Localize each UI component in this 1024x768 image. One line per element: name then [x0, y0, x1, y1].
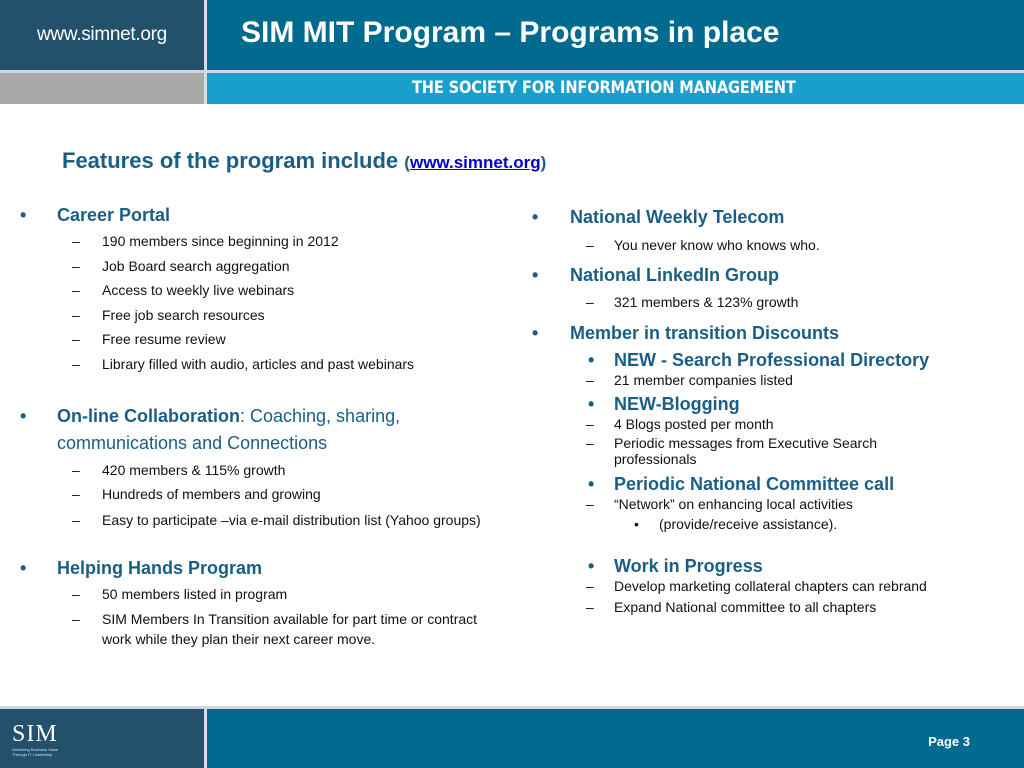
- online-collaboration-bullet: [0, 403, 500, 457]
- logo-mark: SIM: [12, 721, 58, 747]
- bullet-dot: •: [634, 516, 639, 532]
- list-item-text: Expand National committee to all chapters: [614, 599, 877, 615]
- bullet-dot: •: [588, 350, 595, 370]
- dash-marker: –: [72, 461, 80, 478]
- list-item-text: Periodic messages from Executive Search professionals: [614, 435, 877, 467]
- list-item-text: Library filled with audio, articles and past webinars: [102, 355, 415, 372]
- bullet-dot: •: [20, 557, 27, 578]
- simnet-link[interactable]: www.simnet.org: [409, 153, 541, 172]
- list-item: [520, 598, 1020, 616]
- list-item: [0, 281, 500, 299]
- sub-list-item: [520, 515, 1020, 533]
- list-item-text: 321 members & 123% growth: [614, 294, 799, 310]
- header-title-panel: [207, 0, 1024, 70]
- directory-title: NEW - Search Professional Directory: [614, 350, 930, 370]
- list-item-text: Develop marketing collateral chapters can rebrand: [614, 578, 927, 594]
- dash-marker: –: [72, 306, 80, 323]
- dash-marker: –: [72, 233, 80, 249]
- list-item-text: (provide/receive assistance).: [659, 516, 838, 532]
- directory-bullet: [520, 349, 1020, 371]
- dash-marker: –: [72, 486, 80, 502]
- footer-logo-panel: [0, 709, 204, 768]
- committee-call-bullet: [520, 473, 1020, 495]
- header-left-panel: [0, 0, 204, 70]
- list-item: [0, 232, 500, 250]
- bullet-dot: •: [532, 207, 539, 227]
- features-heading: [62, 148, 546, 174]
- list-item-text: Job Board search aggregation: [102, 257, 290, 274]
- list-item: [520, 293, 1020, 311]
- dash-marker: –: [586, 496, 594, 512]
- list-item-text: Hundreds of members and growing: [102, 486, 321, 502]
- dash-marker: –: [586, 237, 594, 253]
- organization-name: THE SOCIETY FOR INFORMATION MANAGEMENT: [412, 78, 796, 98]
- list-item: [0, 461, 500, 479]
- transition-discounts-bullet: [520, 322, 1020, 344]
- list-item-text: Free resume review: [102, 331, 226, 347]
- list-item: [0, 306, 500, 324]
- career-portal-title: Career Portal: [57, 205, 171, 225]
- list-item: [0, 330, 500, 348]
- work-in-progress-bullet: [520, 555, 1020, 577]
- linkedin-group-title: National LinkedIn Group: [570, 265, 780, 285]
- site-url: www.simnet.org: [37, 24, 167, 45]
- list-item-text: SIM Members In Transition available for part time or contract work while they plan their next career move.: [102, 611, 478, 647]
- list-item-text: “Network” on enhancing local activities: [614, 496, 853, 512]
- bullet-dot: •: [532, 323, 539, 343]
- list-item-text: 50 members listed in program: [102, 585, 288, 602]
- features-heading-text: Features of the program include: [62, 148, 399, 173]
- dash-marker: –: [72, 331, 80, 347]
- dash-marker: –: [72, 585, 80, 602]
- dash-marker: –: [72, 257, 80, 274]
- list-item-text: Access to weekly live webinars: [102, 282, 295, 298]
- paren-open: (: [404, 153, 410, 172]
- list-item: [520, 415, 1020, 433]
- list-item: [520, 236, 1020, 254]
- collaboration-title: On-line Collaboration: [57, 405, 240, 426]
- list-item-text: 4 Blogs posted per month: [614, 416, 774, 432]
- list-item: [520, 495, 1020, 513]
- list-item-text: Easy to participate –via e-mail distribution list (Yahoo groups): [102, 511, 481, 528]
- dash-marker: –: [586, 599, 594, 615]
- work-in-progress-title: Work in Progress: [614, 556, 763, 576]
- linkedin-group-bullet: [520, 264, 1020, 286]
- right-column: [520, 206, 1020, 616]
- bullet-dot: •: [588, 474, 595, 494]
- dash-marker: –: [72, 355, 80, 372]
- weekly-telecom-title: National Weekly Telecom: [570, 207, 785, 227]
- bullet-dot: •: [20, 205, 27, 225]
- blogging-title: NEW-Blogging: [614, 394, 740, 414]
- transition-discounts-title: Member in transition Discounts: [570, 323, 840, 343]
- sim-logo: [12, 721, 60, 765]
- list-item-text: Free job search resources: [102, 306, 265, 323]
- subheader-left-panel: [0, 73, 204, 104]
- career-portal-bullet: [0, 204, 500, 226]
- bullet-dot: •: [588, 394, 595, 414]
- list-item-text: 21 member companies listed: [614, 372, 793, 388]
- list-item: [520, 435, 1020, 467]
- logo-tagline: Delivering Business Value Through IT Leadership: [12, 747, 59, 757]
- bullet-dot: •: [588, 556, 595, 576]
- page-number: Page 3: [928, 734, 970, 749]
- list-item: [0, 585, 500, 603]
- collaboration-description: : Coaching, sharing, communications and Connections: [57, 405, 401, 453]
- subheader-panel: [207, 73, 1024, 104]
- blogging-bullet: [520, 393, 1020, 415]
- bullet-dot: •: [532, 265, 539, 285]
- list-item-text: You never know who knows who.: [614, 237, 820, 253]
- dash-marker: –: [586, 294, 594, 310]
- paren-close: ): [540, 153, 547, 172]
- dash-marker: –: [586, 578, 594, 594]
- list-item: [0, 510, 500, 530]
- list-item-text: 190 members since beginning in 2012: [102, 233, 339, 249]
- list-item: [0, 355, 500, 373]
- dash-marker: –: [72, 282, 80, 298]
- helping-hands-bullet: [0, 557, 500, 579]
- committee-call-title: Periodic National Committee call: [614, 474, 895, 494]
- footer-panel: [207, 709, 1024, 768]
- list-item: [0, 257, 500, 275]
- list-item-text: 420 members & 115% growth: [102, 461, 286, 478]
- list-item: [520, 371, 1020, 389]
- dash-marker: –: [586, 372, 594, 388]
- helping-hands-title: Helping Hands Program: [57, 557, 263, 578]
- list-item: [520, 577, 1020, 595]
- bullet-dot: •: [20, 405, 27, 426]
- dash-marker: –: [586, 416, 594, 432]
- weekly-telecom-bullet: [520, 206, 1020, 228]
- list-item: [0, 485, 500, 503]
- left-column: [0, 204, 500, 649]
- list-item: [0, 609, 500, 649]
- dash-marker: –: [72, 611, 80, 627]
- slide-title: SIM MIT Program – Programs in place: [241, 16, 780, 49]
- dash-marker: –: [586, 435, 594, 451]
- dash-marker: –: [72, 511, 80, 528]
